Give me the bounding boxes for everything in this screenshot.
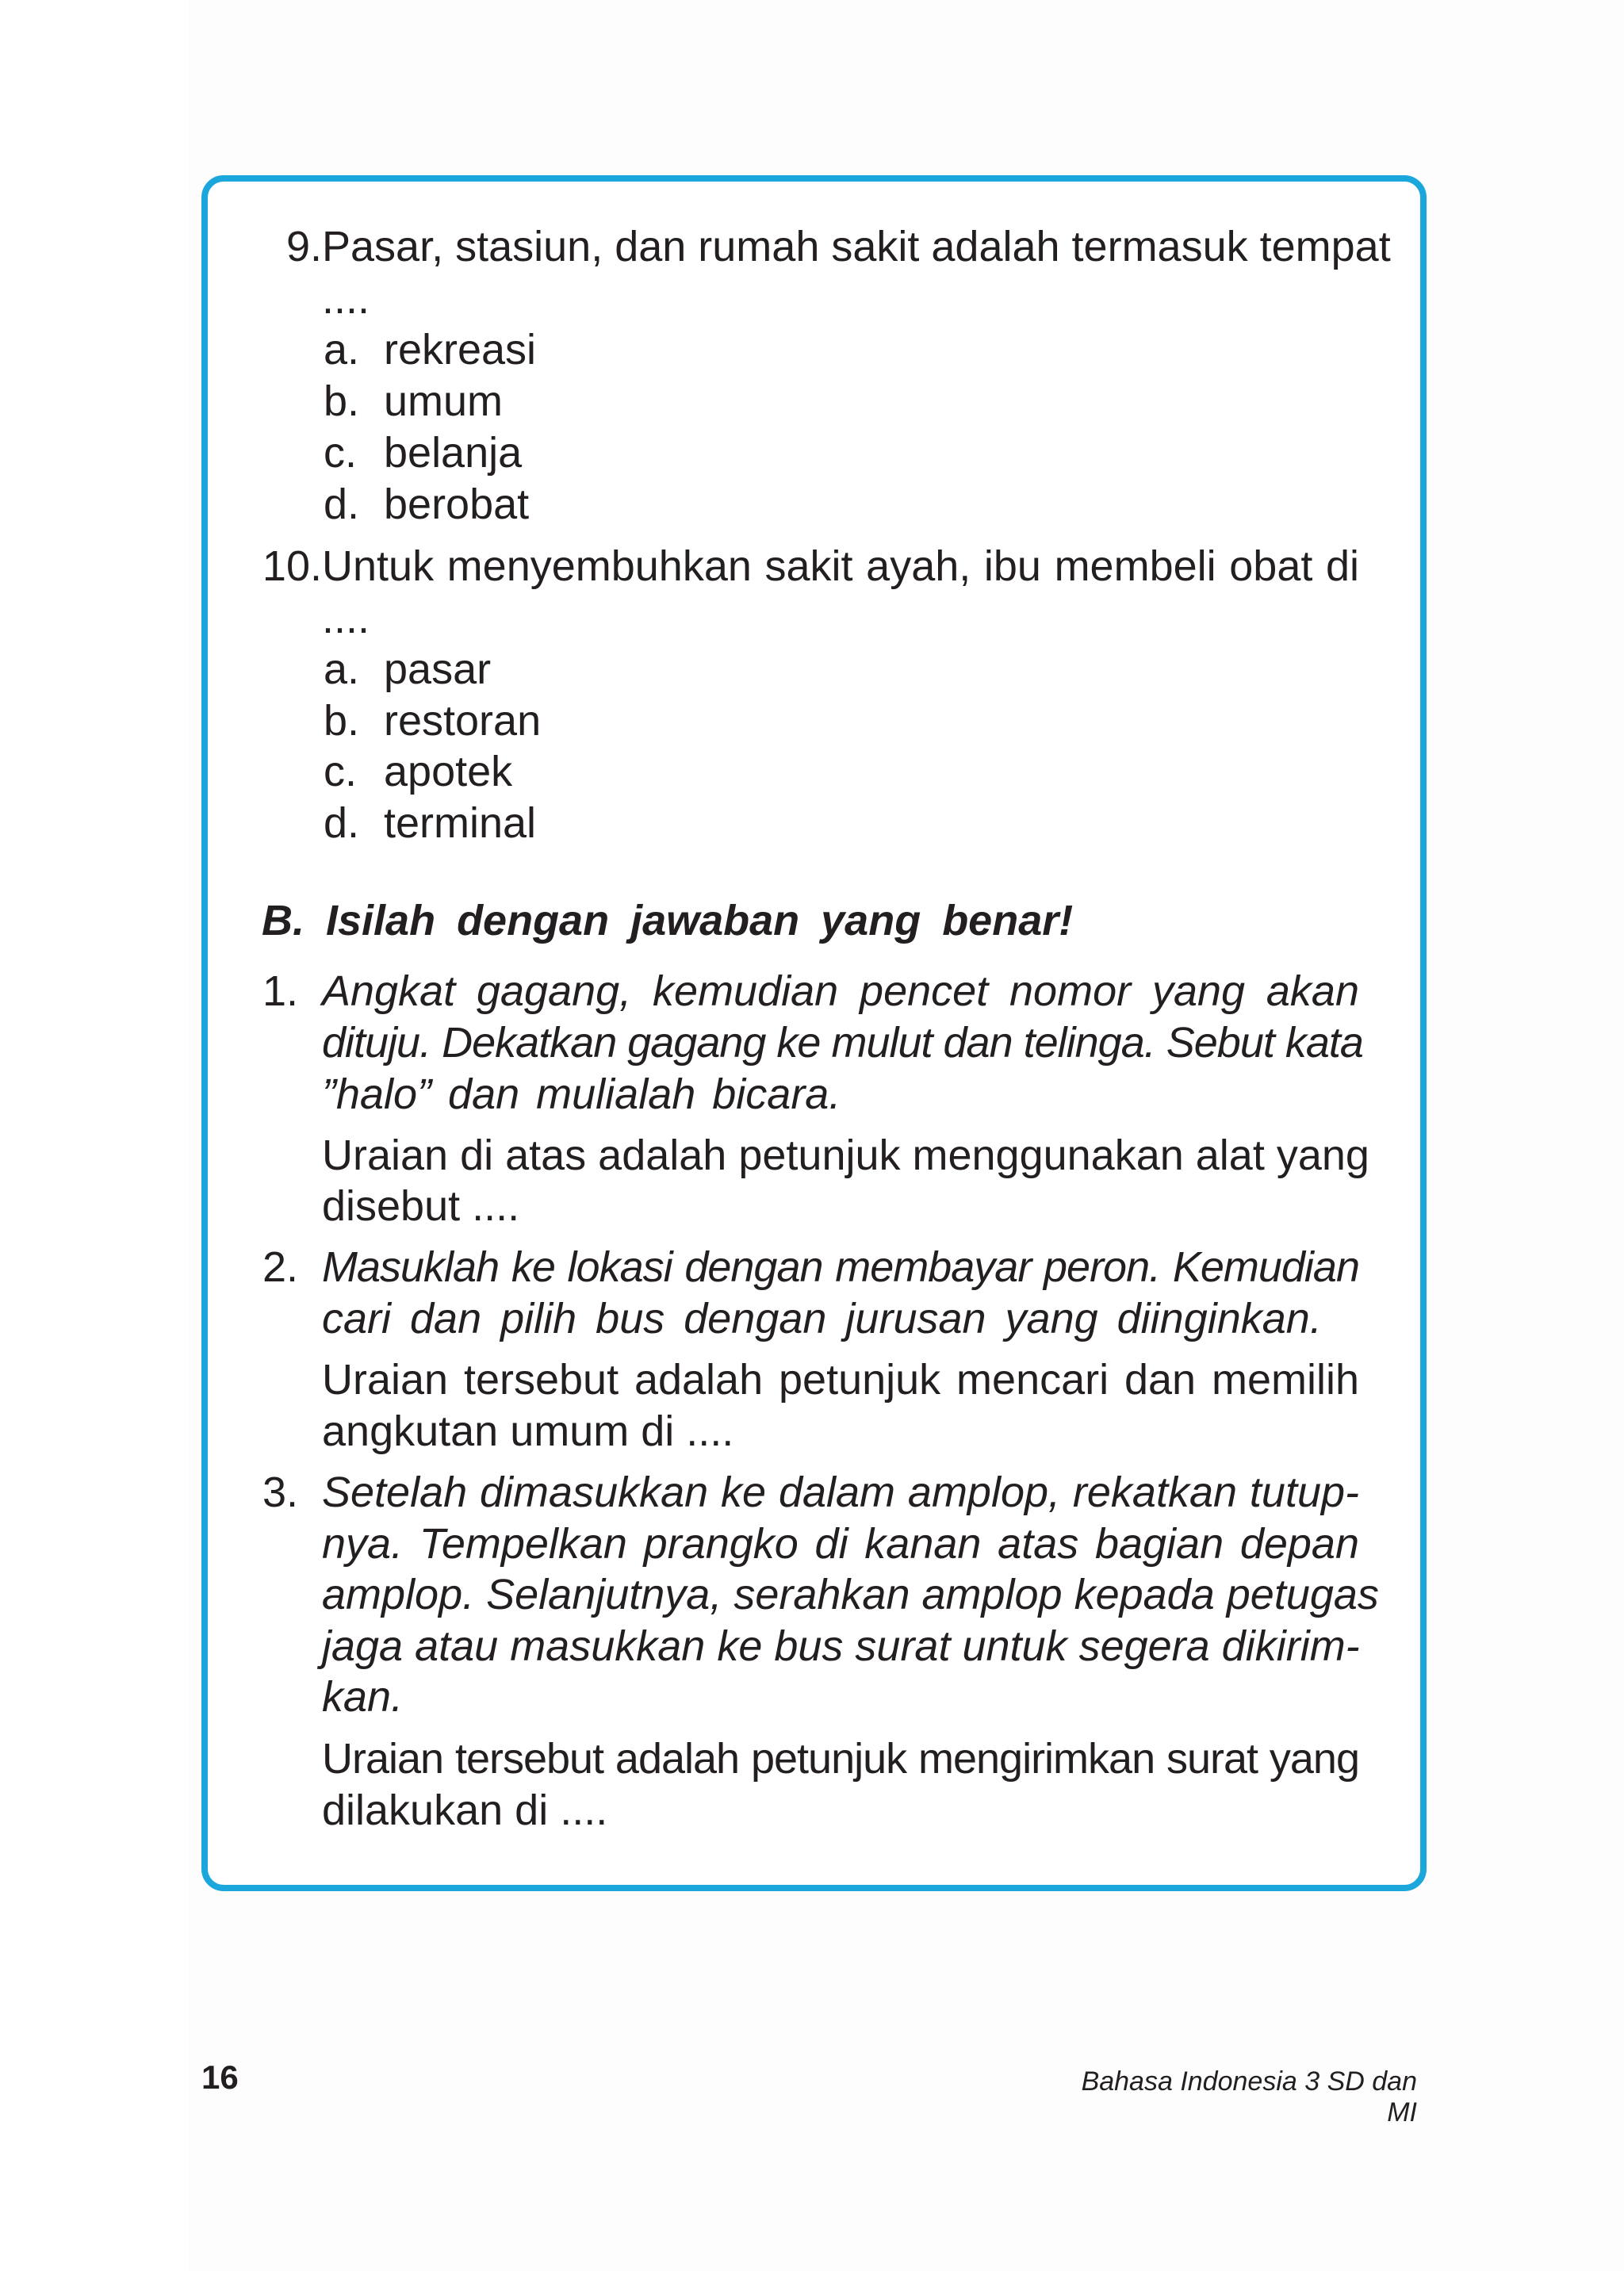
item-2-number: 2. (262, 1243, 298, 1291)
item-2-question-line: Uraian tersebut adalah petunjuk mencari dan memilih (322, 1356, 1359, 1404)
item-1-instruction-line: dituju. Dekatkan gagang ke mulut dan telinga. Sebut kata (322, 1019, 1363, 1067)
option-text: berobat (384, 481, 530, 528)
item-2-question-line: angkutan umum di .... (322, 1407, 734, 1455)
question-10-ellipsis: .... (322, 595, 370, 642)
item-3-instruction-line: kan. (322, 1673, 404, 1721)
item-3-number: 3. (262, 1469, 298, 1516)
item-3-instruction-line: nya. Tempelkan prangko di kanan atas bagian depan (322, 1520, 1359, 1568)
option-text: apotek (384, 748, 513, 795)
option-text: umum (384, 377, 504, 425)
option-letter: d. (324, 799, 360, 847)
question-10-number: 10. (262, 542, 322, 590)
item-3-instruction-line: amplop. Selanjutnya, serahkan amplop kepada petugas (322, 1571, 1379, 1618)
option-text: rekreasi (384, 326, 537, 373)
item-1-question-line: disebut .... (322, 1182, 520, 1230)
section-b-heading: B. Isilah dengan jawaban yang benar! (262, 897, 1074, 944)
item-1-number: 1. (262, 967, 298, 1015)
question-10-text: Untuk menyembuhkan sakit ayah, ibu membeli obat di (322, 542, 1359, 590)
option-letter: a. (324, 326, 360, 373)
question-9-number: 9. (285, 223, 322, 270)
item-3-instruction-line: Setelah dimasukkan ke dalam amplop, rekatkan tutup- (322, 1469, 1359, 1516)
question-9-ellipsis: .... (322, 275, 370, 323)
page-number: 16 (201, 2058, 239, 2096)
book-title: Bahasa Indonesia 3 SD dan MI (1081, 2066, 1417, 2127)
option-letter: c. (324, 429, 358, 477)
item-1-instruction-line: ”halo” dan mulialah bicara. (322, 1070, 841, 1118)
item-3-question-line: dilakukan di .... (322, 1787, 608, 1834)
option-letter: b. (324, 697, 360, 745)
option-text: terminal (384, 799, 537, 847)
left-margin-strip (0, 0, 189, 2271)
item-1-instruction-line: Angkat gagang, kemudian pencet nomor yang akan (322, 967, 1359, 1015)
option-text: pasar (384, 645, 492, 693)
option-letter: c. (324, 748, 358, 795)
item-2-instruction-line: Masuklah ke lokasi dengan membayar peron. Kemudian (322, 1243, 1359, 1291)
item-1-question-line: Uraian di atas adalah petunjuk menggunakan alat yang (322, 1132, 1369, 1179)
option-letter: a. (324, 645, 360, 693)
option-text: restoran (384, 697, 542, 745)
item-3-instruction-line: jaga atau masukkan ke bus surat untuk segera dikirim- (322, 1622, 1360, 1670)
option-letter: b. (324, 377, 360, 425)
question-9-text: Pasar, stasiun, dan rumah sakit adalah termasuk tempat (322, 223, 1391, 270)
item-3-question-line: Uraian tersebut adalah petunjuk mengirimkan surat yang (322, 1735, 1359, 1783)
item-2-instruction-line: cari dan pilih bus dengan jurusan yang diinginkan. (322, 1295, 1322, 1342)
option-text: belanja (384, 429, 523, 477)
option-letter: d. (324, 481, 360, 528)
